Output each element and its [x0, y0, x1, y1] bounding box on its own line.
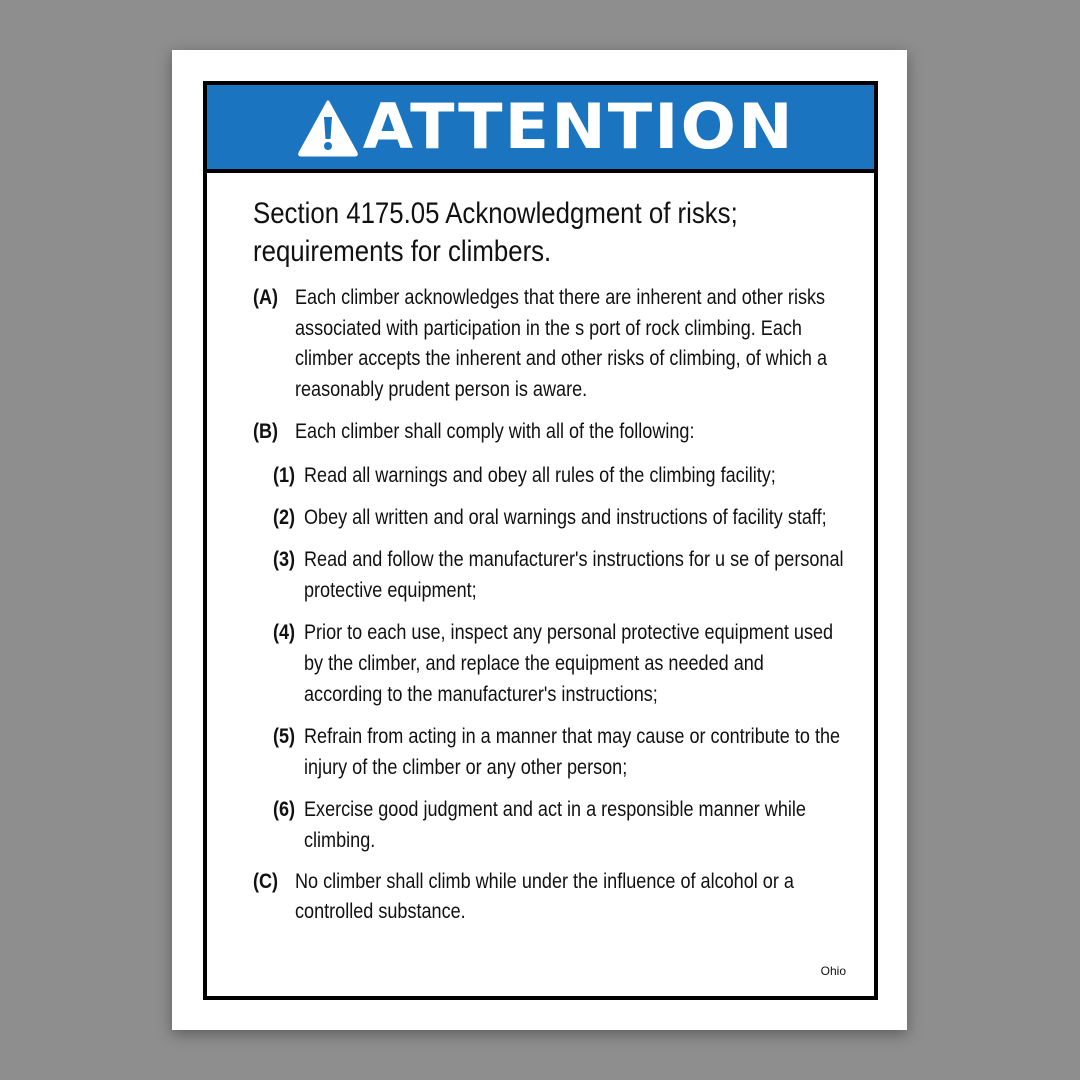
- attention-heading: ATTENTION: [362, 90, 795, 163]
- item-label: (6): [273, 797, 296, 821]
- sign-content: [253, 195, 853, 940]
- item-label: (4): [273, 620, 296, 644]
- section-text: Each climber shall comply with all of the following:: [295, 420, 695, 443]
- list-item: [273, 721, 853, 783]
- section-text: Each climber acknowledges that there are inherent and other risks associated with participation in the s port of rock climbing. Each climber accepts the inherent and other risks of climbing, of which a reasonably prudent person is aware.: [295, 286, 828, 401]
- item-text: Read and follow the manufacturer's instructions for u se of personal protective equipment;: [304, 547, 844, 602]
- section-a: [253, 283, 853, 405]
- item-text: Obey all written and oral warnings and instructions of facility staff;: [304, 505, 827, 529]
- warning-triangle-icon: [297, 99, 359, 157]
- item-label: (5): [273, 724, 296, 748]
- section-b: [253, 417, 853, 448]
- list-item: [273, 617, 853, 710]
- section-label: (A): [253, 286, 279, 309]
- attention-header: [207, 85, 874, 173]
- sign-border: [203, 81, 878, 1000]
- list-item: [273, 794, 853, 856]
- item-text: Prior to each use, inspect any personal protective equipment used by the climber, and replace the equipment as needed and according to the manufacturer's instructions;: [304, 620, 834, 706]
- attention-sign: [172, 50, 907, 1030]
- section-label: (C): [253, 869, 279, 893]
- section-c: [253, 867, 853, 928]
- section-text: No climber shall climb while under the influence of alcohol or a controlled substance.: [295, 869, 794, 923]
- section-label: (B): [253, 420, 279, 443]
- state-label: Ohio: [820, 964, 846, 978]
- list-item: [273, 502, 853, 533]
- list-item: [273, 544, 853, 606]
- item-text: Read all warnings and obey all rules of the climbing facility;: [304, 463, 776, 487]
- section-title: Section 4175.05 Acknowledgment of risks; requirements for climbers.: [253, 197, 738, 268]
- list-item: [273, 460, 853, 491]
- item-label: (3): [273, 547, 296, 571]
- item-label: (1): [273, 463, 296, 487]
- item-text: Refrain from acting in a manner that may cause or contribute to the injury of the climber or any other person;: [304, 724, 841, 779]
- item-text: Exercise good judgment and act in a responsible manner while climbing.: [304, 797, 806, 852]
- item-label: (2): [273, 505, 296, 529]
